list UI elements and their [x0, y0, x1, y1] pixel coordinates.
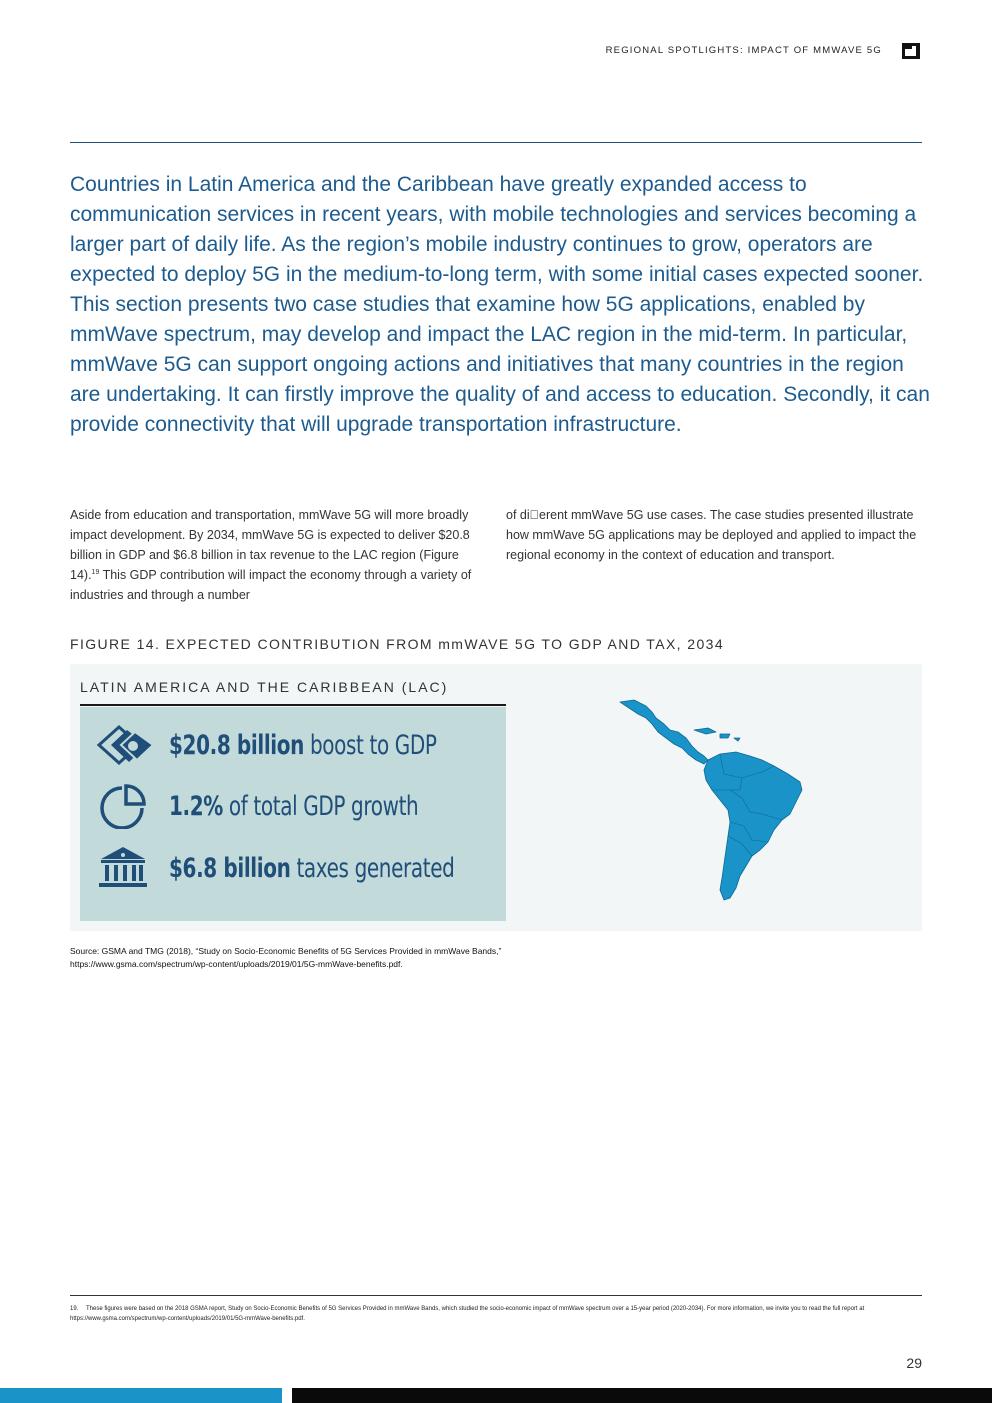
source-note — [70, 945, 770, 971]
page-number: 29 — [906, 1355, 922, 1371]
source-line-1: Source: GSMA and TMG (2018), “Study on Socio-Economic Benefits of 5G Services Provided in mmWave Bands,” — [70, 946, 502, 956]
body-column-1-tail: This GDP contribution will impact the economy through a variety of industries and through a number — [70, 568, 472, 602]
stat-gdp-boost — [95, 722, 531, 768]
bank-building-icon — [95, 845, 157, 891]
body-column-1 — [70, 505, 485, 605]
latin-america-map-icon — [612, 694, 812, 908]
stat-gdp-value: $20.8 billion — [169, 729, 304, 761]
map-container — [612, 694, 812, 908]
footnote-ref[interactable]: 19 — [91, 568, 100, 576]
figure-title: FIGURE 14. EXPECTED CONTRIBUTION FROM mmWAVE 5G TO GDP AND TAX, 2034 — [70, 636, 725, 652]
stat-tax-label: taxes generated — [296, 852, 455, 884]
money-bills-icon — [95, 722, 157, 768]
stat-growth-label: of total GDP growth — [228, 790, 419, 822]
stat-tax-value: $6.8 billion — [169, 852, 291, 884]
source-link[interactable]: https://www.gsma.com/spectrum/wp-content/uploads/2019/01/5G-mmWave-benefits.pdf. — [70, 959, 403, 969]
pie-chart-icon — [95, 783, 157, 829]
footnote-text: These figures were based on the 2018 GSMA report, Study on Socio-Economic Benefits of 5G Services Provided in mmWave Bands, which studied the socio-economic impact of mmWave spectrum over a 15-year period (2020-2034). For more information, we invite you to read the full report at https://www.gsma.com/spectrum/wp-content/uploads/2019/01/5G-mmWave-benefits.pdf. — [70, 1306, 865, 1322]
footnote-number: 19. — [70, 1306, 79, 1312]
region-label: LATIN AMERICA AND THE CARIBBEAN (LAC) — [80, 679, 449, 695]
footnote-divider — [70, 1295, 922, 1296]
stat-gdp-label: boost to GDP — [309, 729, 437, 761]
header-divider — [70, 142, 922, 143]
footnote — [70, 1304, 922, 1324]
stat-taxes — [95, 845, 555, 891]
lead-paragraph: Countries in Latin America and the Caribbean have greatly expanded access to communication services in recent years, with mobile technologies and services becoming a larger part of daily life. As the region’s mobile industry continues to grow, operators are expected to deploy 5G in the medium-to-long term, with some initial cases expected sooner. This section presents two case studies that examine how 5G applications, enabled by mmWave spectrum, may develop and impact the LAC region in the mid-term. In particular, mmWave 5G can support ongoing actions and initiatives that many countries in the region are undertaking. It can firstly improve the quality of and access to education. Secondly, it can provide connectivity that will upgrade transportation infrastructure. — [70, 173, 930, 436]
footer-bar — [292, 1388, 992, 1403]
stat-growth-value: 1.2% — [169, 790, 223, 822]
stat-gdp-growth — [95, 783, 506, 829]
running-header: REGIONAL SPOTLIGHTS: IMPACT OF MMWAVE 5G — [605, 45, 882, 56]
body-column-1-text: Aside from education and transportation, mmWave 5G will more broadly impact development. By 2034, mmWave 5G is expected to deliver $20.8 billion in GDP and $6.8 billion in tax revenue to the LAC region (Figure 14). — [70, 508, 470, 582]
body-column-2: of di erent mmWave 5G use cases. The case studies presented illustrate how mmWave 5G applications may be deployed and applied to impact the regional economy in the context of education and transport. — [506, 508, 917, 562]
footer-bar-accent — [0, 1388, 282, 1403]
region-divider — [80, 704, 506, 706]
report-logo-icon — [902, 43, 920, 59]
